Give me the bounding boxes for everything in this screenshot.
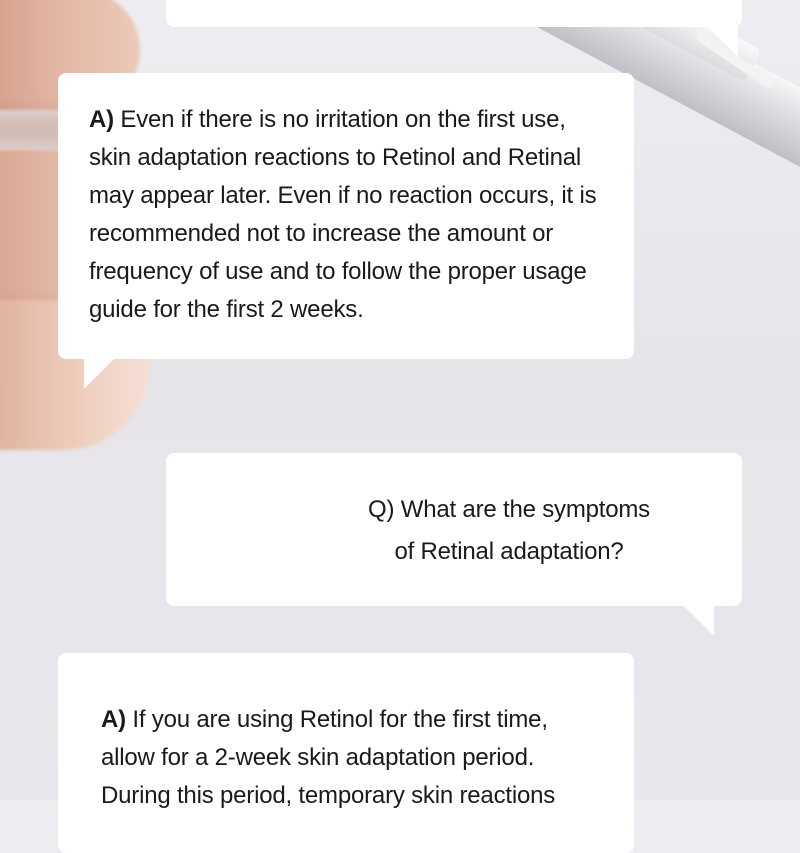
answer-body: Even if there is no irritation on the first use, skin adaptation reactions to Retinol and Retinal may appear later. Even if no reaction occurs, it is recommended not to increase the amount or frequency of use and to follow the proper usage guide for the first 2 weeks. <box>89 106 597 323</box>
answer-text <box>101 701 604 815</box>
question-bubble-partial <box>166 0 742 27</box>
answer-body: If you are using Retinol for the first time, allow for a 2-week skin adaptation period. During this period, temporary skin reactions <box>101 706 556 809</box>
answer-marker: A) <box>101 706 126 733</box>
answer-bubble-2 <box>58 653 634 853</box>
question-text <box>166 489 742 573</box>
question-line: of Retinal adaptation? <box>394 538 624 565</box>
answer-bubble-1 <box>58 73 634 359</box>
answer-marker: A) <box>89 106 114 133</box>
question-bubble-2 <box>166 453 742 606</box>
bubble-tail <box>84 357 116 389</box>
answer-text <box>89 101 604 329</box>
bubble-tail <box>706 25 738 57</box>
question-line: Q) What are the symptoms <box>368 496 650 523</box>
bubble-tail <box>682 604 714 636</box>
